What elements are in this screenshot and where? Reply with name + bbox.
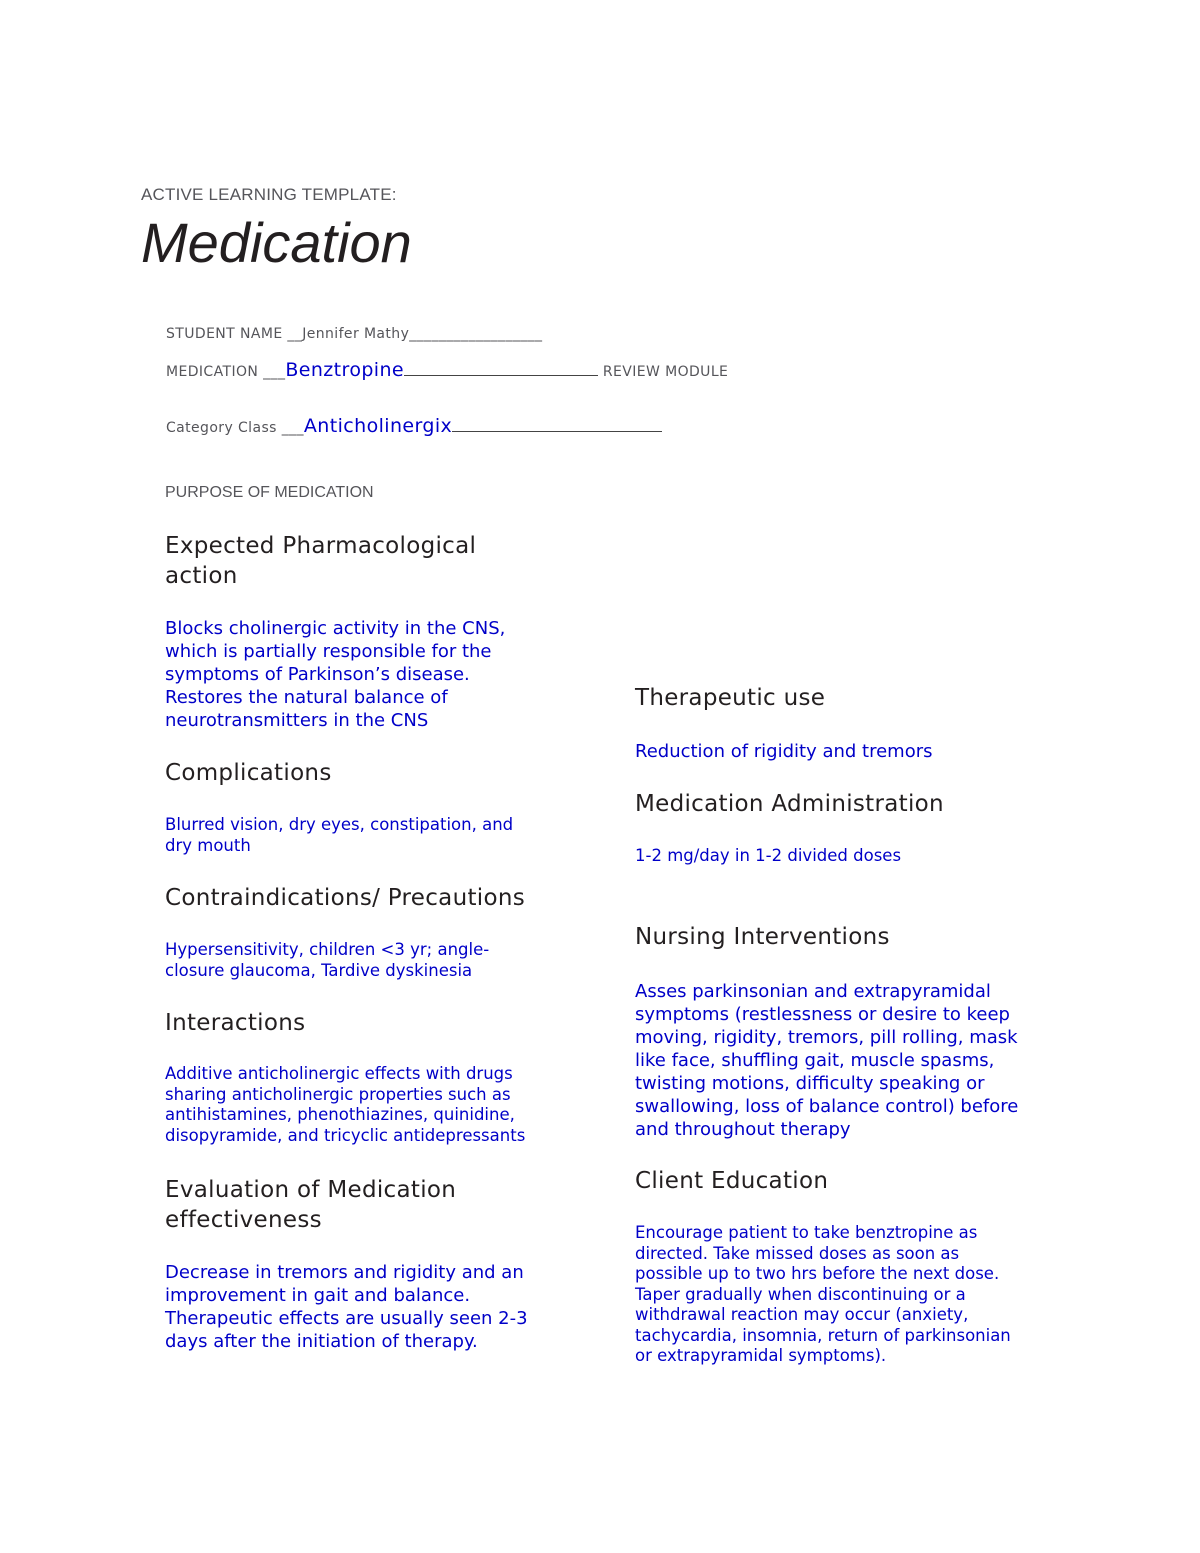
text-line: symptoms of Parkinson’s disease. [165,664,470,685]
text-line: symptoms (restlessness or desire to keep [635,1004,1010,1025]
text-line: Additive anticholinergic effects with drugs [165,1064,513,1083]
text-line: sharing anticholinergic properties such as [165,1084,511,1104]
text-line: closure glaucoma, Tardive dyskinesia [165,960,473,980]
contraindications-heading: Contraindications/ Precautions [165,885,525,911]
purpose-label: PURPOSE OF MEDICATION [165,484,374,501]
category-class-value[interactable]: Anticholinergix [303,415,453,437]
nursing-interventions-heading: Nursing Interventions [635,924,890,950]
therapeutic-use-text [635,740,933,763]
text-line: possible up to two hrs before the next dose. [635,1264,1000,1283]
medication-value[interactable]: Benztropine [285,359,405,381]
text-line: directed. Take missed doses as soon as [635,1243,960,1263]
text-line: and throughout therapy [635,1119,851,1140]
text-line: neurotransmitters in the CNS [165,710,429,731]
student-name-label: STUDENT NAME [166,326,283,342]
administration-text [635,846,901,867]
medication-prefix-blank: ___ [263,364,286,380]
medication-underline [404,374,598,376]
therapeutic-use-heading: Therapeutic use [635,685,826,711]
text-line: days after the initiation of therapy. [165,1331,478,1352]
heading-line: effectiveness [165,1207,322,1233]
client-education-heading: Client Education [635,1168,829,1194]
administration-heading: Medication Administration [635,791,944,817]
contraindications-text [165,940,489,981]
text-line: moving, rigidity, tremors, pill rolling, mask [635,1027,1018,1048]
text-line: swallowing, loss of balance control) before [635,1096,1019,1117]
student-name-row [166,326,542,342]
text-line: Blurred vision, dry eyes, constipation, and [165,815,514,834]
pharm-action-text [165,617,505,732]
student-name-value[interactable]: __Jennifer Mathy__________________ [287,326,543,342]
text-line: 1-2 mg/day in 1-2 divided doses [635,846,902,865]
text-line: Reduction of rigidity and tremors [635,741,933,762]
text-line: Decrease in tremors and rigidity and an [165,1262,524,1283]
text-line: Therapeutic effects are usually seen 2-3 [165,1308,528,1329]
text-line: which is partially responsible for the [165,641,492,662]
medication-row [166,359,728,381]
text-line: twisting motions, difficulty speaking or [635,1073,985,1094]
page-title: Medication [141,211,412,274]
text-line: withdrawal reaction may occur (anxiety, [635,1305,969,1324]
complications-heading: Complications [165,760,332,786]
text-line: Encourage patient to take benztropine as [635,1223,978,1242]
client-education-text [635,1223,1011,1367]
interactions-text [165,1064,525,1146]
text-line: disopyramide, and tricyclic antidepressants [165,1125,526,1145]
text-line: like face, shuffling gait, muscle spasms, [635,1050,995,1071]
evaluation-heading [165,1175,456,1235]
complications-text [165,815,513,856]
text-line: antihistamines, phenothiazines, quinidine, [165,1105,515,1124]
text-line: Asses parkinsonian and extrapyramidal [635,981,991,1002]
text-line: tachycardia, insomnia, return of parkinsonian [635,1325,1011,1345]
category-prefix-blank: ___ [281,420,304,436]
review-module-label: REVIEW MODULE [602,364,729,380]
template-kicker: ACTIVE LEARNING TEMPLATE: [141,185,397,204]
medication-label: MEDICATION [166,364,259,380]
text-line: improvement in gait and balance. [165,1285,471,1306]
pharm-action-heading [165,531,476,591]
category-underline [452,430,662,432]
text-line: Restores the natural balance of [165,687,448,708]
evaluation-text [165,1261,528,1353]
category-row [166,415,662,437]
text-line: Taper gradually when discontinuing or a [635,1284,966,1304]
heading-line: action [165,563,238,589]
text-line: Hypersensitivity, children <3 yr; angle- [165,940,490,959]
text-line: or extrapyramidal symptoms). [635,1346,887,1365]
text-line: dry mouth [165,835,251,855]
interactions-heading: Interactions [165,1010,306,1036]
text-line: Blocks cholinergic activity in the CNS, [165,618,506,639]
category-class-label: Category Class [166,420,277,436]
heading-line: Expected Pharmacological [165,533,477,559]
nursing-interventions-text [635,980,1018,1141]
heading-line: Evaluation of Medication [165,1177,457,1203]
